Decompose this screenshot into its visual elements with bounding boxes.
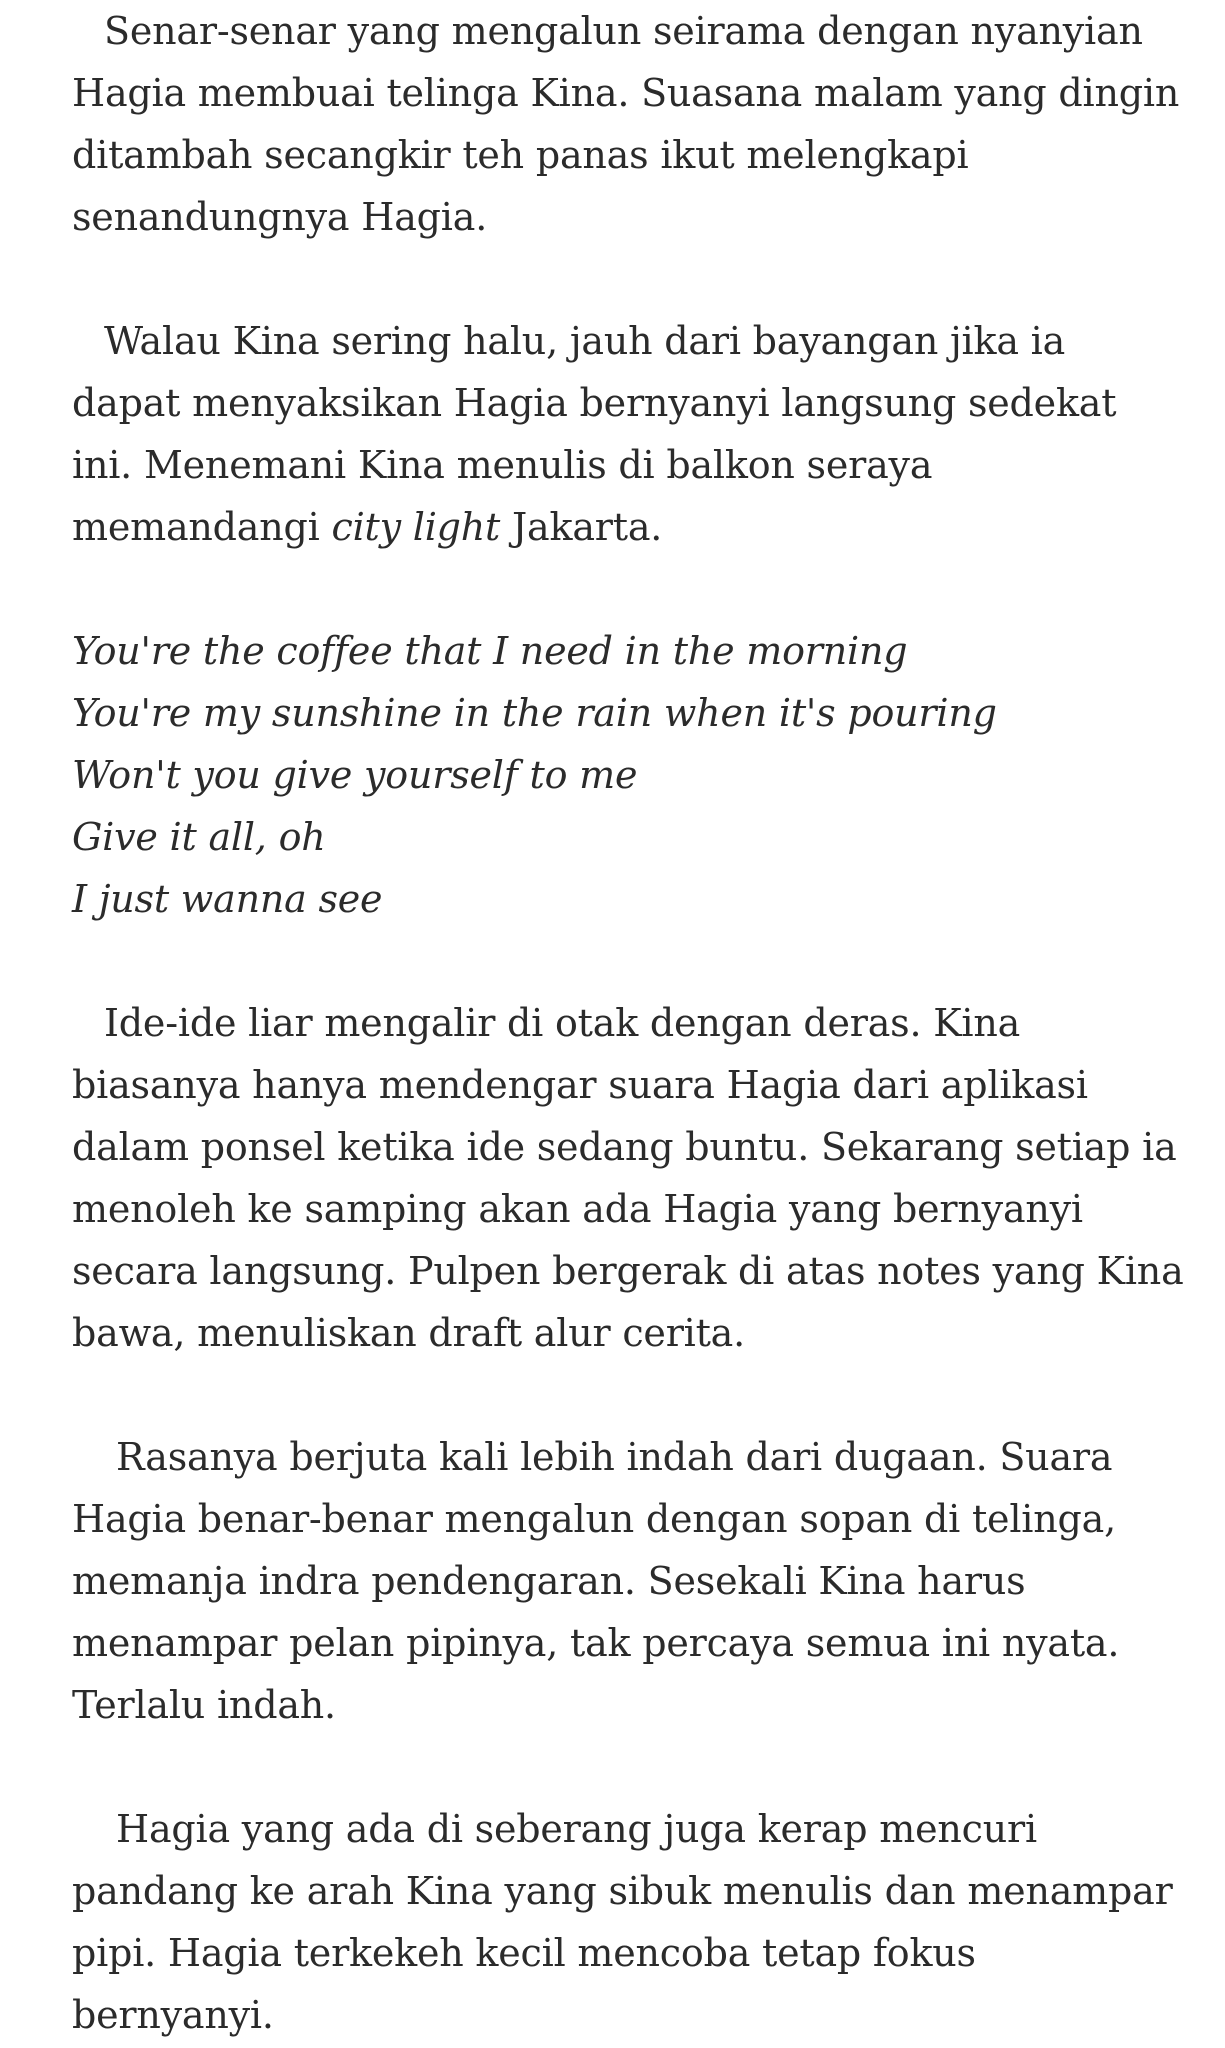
- paragraph-5: Hagia yang ada di seberang juga kerap mencuri pandang ke arah Kina yang sibuk menulis dan menampar pipi. Hagia terkekeh kecil mencoba tetap fokus bernyanyi.: [72, 1807, 1173, 2037]
- song-lyrics: [72, 620, 1185, 930]
- paragraph-gap: [72, 1364, 1185, 1426]
- paragraph-2-text-start: Walau Kina sering halu, jauh dari bayangan jika ia dapat menyaksikan Hagia bernyanyi langsung sedekat ini. Menemani Kina menulis di balkon seraya memandangi: [72, 319, 1117, 549]
- paragraph-4: Rasanya berjuta kali lebih indah dari dugaan. Suara Hagia benar-benar mengalun dengan sopan di telinga, memanja indra pendengaran. Sesekali Kina harus menampar pelan pipinya, tak percaya semua ini nyata. Terlalu indah.: [72, 1435, 1120, 1727]
- paragraph-gap: [72, 930, 1185, 992]
- lyric-line-1: You're the coffee that I need in the morning: [72, 629, 908, 673]
- paragraph-2-italic-phrase: city light: [331, 505, 501, 549]
- paragraph-2: [72, 310, 1185, 558]
- paragraph-gap: [72, 558, 1185, 620]
- lyric-line-3: Won't you give yourself to me: [72, 753, 638, 797]
- paragraph-gap: [72, 248, 1185, 310]
- lyric-line-2: You're my sunshine in the rain when it's pouring: [72, 691, 997, 735]
- lyric-line-4: Give it all, oh: [72, 815, 326, 859]
- lyric-line-5: I just wanna see: [72, 877, 383, 921]
- paragraph-gap: [72, 1736, 1185, 1798]
- paragraph-1: Senar-senar yang mengalun seirama dengan nyanyian Hagia membuai telinga Kina. Suasana malam yang dingin ditambah secangkir teh panas ikut melengkapi senandungnya Hagia.: [72, 9, 1180, 239]
- paragraph-3: Ide-ide liar mengalir di otak dengan deras. Kina biasanya hanya mendengar suara Hagia dari aplikasi dalam ponsel ketika ide sedang buntu. Sekarang setiap ia menoleh ke samping akan ada Hagia yang bernyanyi secara langsung. Pulpen bergerak di atas notes yang Kina bawa, menuliskan draft alur cerita.: [72, 1001, 1184, 1355]
- paragraph-2-text-end: Jakarta.: [500, 505, 663, 549]
